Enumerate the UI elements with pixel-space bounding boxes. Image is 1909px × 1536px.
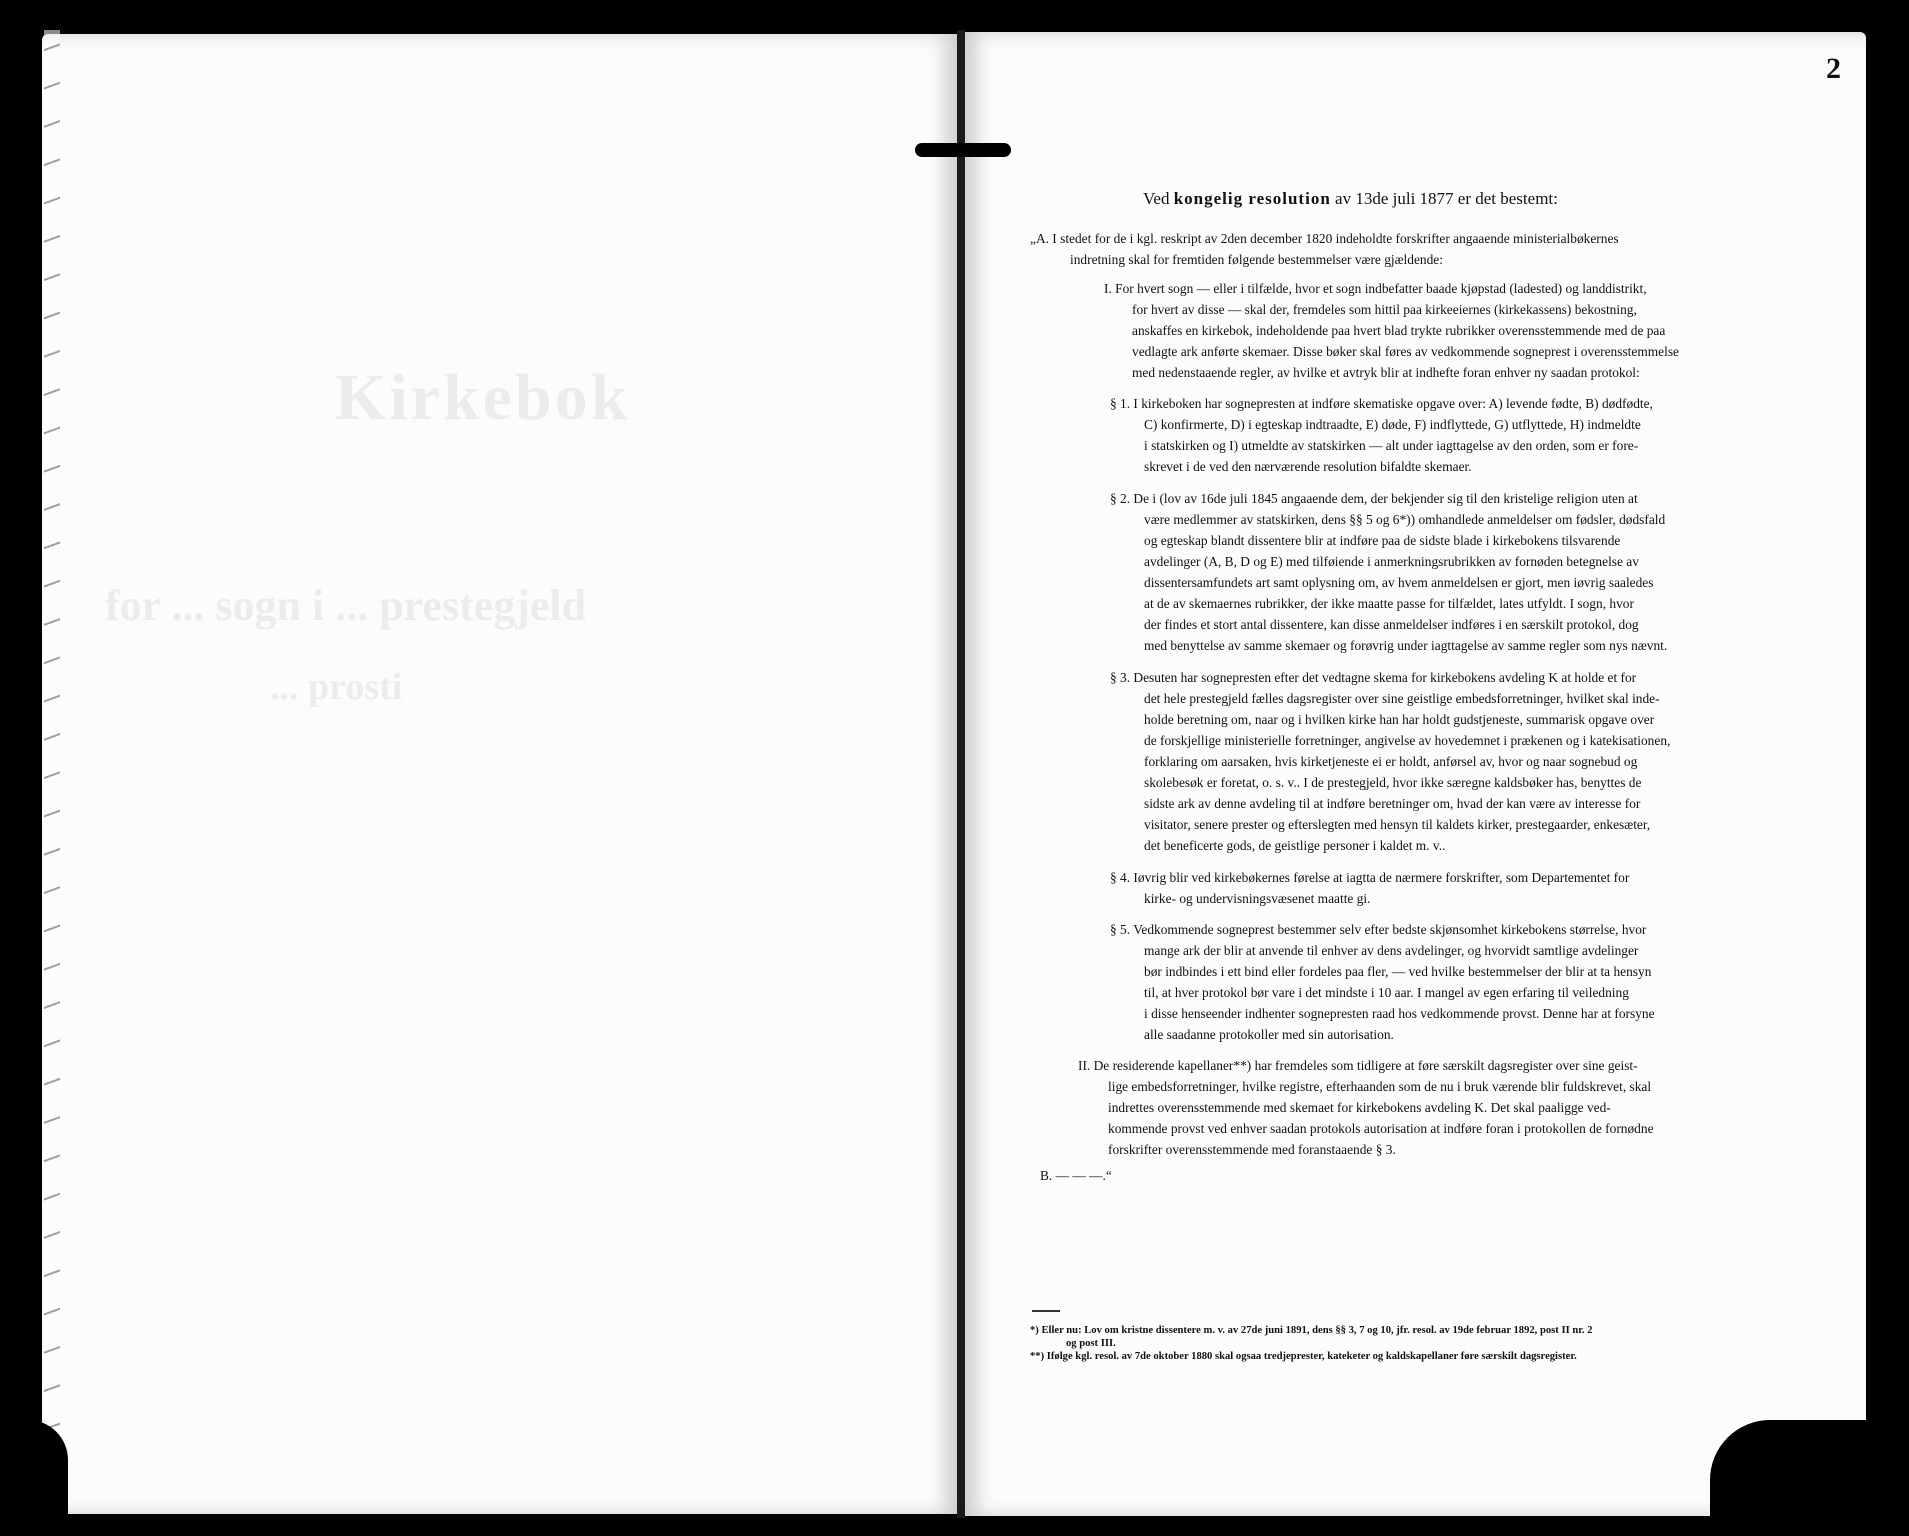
text-line: „A. I stedet for de i kgl. reskript av 2den december 1820 indeholdte forskrifter angaaende ministerialbøkernes xyxy=(1030,231,1619,246)
footnote-rule xyxy=(1032,1310,1060,1312)
heading-suffix: av 13de juli 1877 er det bestemt: xyxy=(1330,189,1558,208)
text-line: indrettes overensstemmende med skemaet for kirkebokens avdeling K. Det skal paaligge ved- xyxy=(1108,1100,1611,1115)
text-line: indretning skal for fremtiden følgende bestemmelser være gjældende: xyxy=(1070,252,1443,267)
text-line: forskrifter overensstemmende med foranstaaende § 3. xyxy=(1108,1142,1396,1157)
heading-prefix: Ved xyxy=(1143,189,1174,208)
heading-bold: kongelig resolution xyxy=(1173,189,1331,208)
text-line: og egteskap blandt dissentere blir at indføre paa de sidste blade i kirkebokens tilsvarende xyxy=(1144,533,1621,548)
text-line: i disse henseender indhenter sognepresten raad hos vedkommende provst. Denne har at forsyne xyxy=(1144,1006,1655,1021)
heading xyxy=(1143,190,1558,207)
bleed-through-line: ... prosti xyxy=(270,666,403,708)
text-line: de forskjellige ministerielle forretninger, angivelse av hovedemnet i prækenen og i katekisationen, xyxy=(1144,733,1671,748)
text-line: vedlagte ark anførte skemaer. Disse bøker skal føres av vedkommende sogneprest i overensstemmelse xyxy=(1132,344,1679,359)
footnote: *) Eller nu: Lov om kristne dissentere m. v. av 27de juni 1891, dens §§ 3, 7 og 10, jfr. resol. av 19de februar 1892, post II nr. 2 xyxy=(1030,1325,1593,1336)
text-line: at de av skemaernes rubrikker, der ikke maatte passe for tilfældet, lates utfyldt. I sogn, hvor xyxy=(1144,596,1634,611)
bleed-through-title: Kirkebok xyxy=(335,361,631,434)
text-line: avdelinger (A, B, D og E) med tilføiende i anmerkningsrubrikken av fornøden betegnelse av xyxy=(1144,554,1639,569)
text-line: kommende provst ved enhver saadan protokols autorisation at indføre foran i protokollen de fornødne xyxy=(1108,1121,1654,1136)
text-line: II. De residerende kapellaner**) har fremdeles som tidligere at føre særskilt dagsregister over sine geist- xyxy=(1078,1058,1638,1073)
text-line: § 3. Desuten har sognepresten efter det vedtagne skema for kirkebokens avdeling K at holde et for xyxy=(1110,670,1637,685)
text-line: lige embedsforretninger, hvilke registre, efterhaanden som de nu i bruk værende blir fuldskrevet, skal xyxy=(1108,1079,1652,1094)
text-line: kirke- og undervisningsvæsenet maatte gi. xyxy=(1144,891,1371,906)
text-line: C) konfirmerte, D) i egteskap indtraadte, E) døde, F) indflyttede, G) utflyttede, H) indmeldte xyxy=(1144,417,1641,432)
text-line: skrevet i de ved den nærværende resolution bifaldte skemaer. xyxy=(1144,459,1472,474)
text-line: B. — — —.“ xyxy=(1040,1168,1112,1183)
text-line: med benyttelse av samme skemaer og forøvrig under iagttagelse av samme regler som nys nævnt. xyxy=(1144,638,1668,653)
footnote: **) Ifølge kgl. resol. av 7de oktober 1880 skal ogsaa tredjeprester, kateketer og kaldskapellaner føre særskilt dagsregister. xyxy=(1030,1351,1577,1362)
text-line: mange ark der blir at anvende til enhver av dens avdelinger, og hvorvidt samtlige avdelinger xyxy=(1144,943,1639,958)
text-line: sidste ark av denne avdeling til at indføre beretninger om, hvad der kan være av interesse for xyxy=(1144,796,1641,811)
text-line: forklaring om aarsaken, hvis kirketjeneste ei er holdt, anførsel av, hvor og naar sognebud og xyxy=(1144,754,1638,769)
text-line: holde beretning om, naar og i hvilken kirke han har holdt gudstjeneste, summarisk opgave over xyxy=(1144,712,1655,727)
text-line: dissentersamfundets art samt oplysning om, av hvem anmeldelsen er gjort, men iøvrig saaledes xyxy=(1144,575,1654,590)
text-line: for hvert av disse — skal der, fremdeles som hittil paa kirkeeiernes (kirkekassens) bekostning, xyxy=(1132,302,1637,317)
text-line: § 2. De i (lov av 16de juli 1845 angaaende dem, der bekjender sig til den kristelige religion uten at xyxy=(1110,491,1638,506)
text-line: det hele prestegjeld fælles dagsregister over sine geistlige embedsforretninger, hvilket skal inde- xyxy=(1144,691,1660,706)
text-line: med nedenstaaende regler, av hvilke et avtryk blir at indhefte foran enhver ny saadan protokol: xyxy=(1132,365,1640,380)
page-number: 2 xyxy=(1826,52,1841,85)
text-line: bør indbindes i ett bind eller fordeles paa fler, — ved hvilke bestemmelser der blir at ta hensyn xyxy=(1144,964,1652,979)
text-line: skolebesøk er foretat, o. s. v.. I de prestegjeld, hvor ikke særegne kaldsbøker has, benyttes de xyxy=(1144,775,1642,790)
text-line: I. For hvert sogn — eller i tilfælde, hvor et sogn indbefatter baade kjøpstad (ladested) og landdistrikt, xyxy=(1104,281,1647,296)
text-line: visitator, senere prester og efterslegten med hensyn til kaldets kirker, prestegaarder, enkesæter, xyxy=(1144,817,1651,832)
text-line: være medlemmer av statskirken, dens §§ 5 og 6*)) omhandlede anmeldelser om fødsler, dødsfald xyxy=(1144,512,1666,527)
text-line: anskaffes en kirkebok, indeholdende paa hvert blad trykte rubrikker overensstemmende med de paa xyxy=(1132,323,1666,338)
text-line: det beneficerte gods, de geistlige personer i kaldet m. v.. xyxy=(1144,838,1446,853)
text-line: til, at hver protokol bør vare i det mindste i 10 aar. I mangel av egen erfaring til veiledning xyxy=(1144,985,1629,1000)
text-line: § 5. Vedkommende sogneprest bestemmer selv efter bedste skjønsomhet kirkebokens størrelse, hvor xyxy=(1110,922,1647,937)
text-line: alle saadanne protokoller med sin autorisation. xyxy=(1144,1027,1394,1042)
text-line: der findes et stort antal dissentere, kan disse anmeldelser indføres i en særskilt protokol, dog xyxy=(1144,617,1639,632)
bleed-through-line: for ... sogn i ... prestegjeld xyxy=(105,581,587,630)
text-line: § 1. I kirkeboken har sognepresten at indføre skematiske opgave over: A) levende fødte, B) dødfødte, xyxy=(1110,396,1653,411)
text-line: § 4. Iøvrig blir ved kirkebøkernes førelse at iagtta de nærmere forskrifter, som Departementet for xyxy=(1110,870,1630,885)
footnote: og post III. xyxy=(1066,1338,1116,1349)
text-line: i statskirken og I) utmeldte av statskirken — alt under iagttagelse av den orden, som er fore- xyxy=(1144,438,1639,453)
